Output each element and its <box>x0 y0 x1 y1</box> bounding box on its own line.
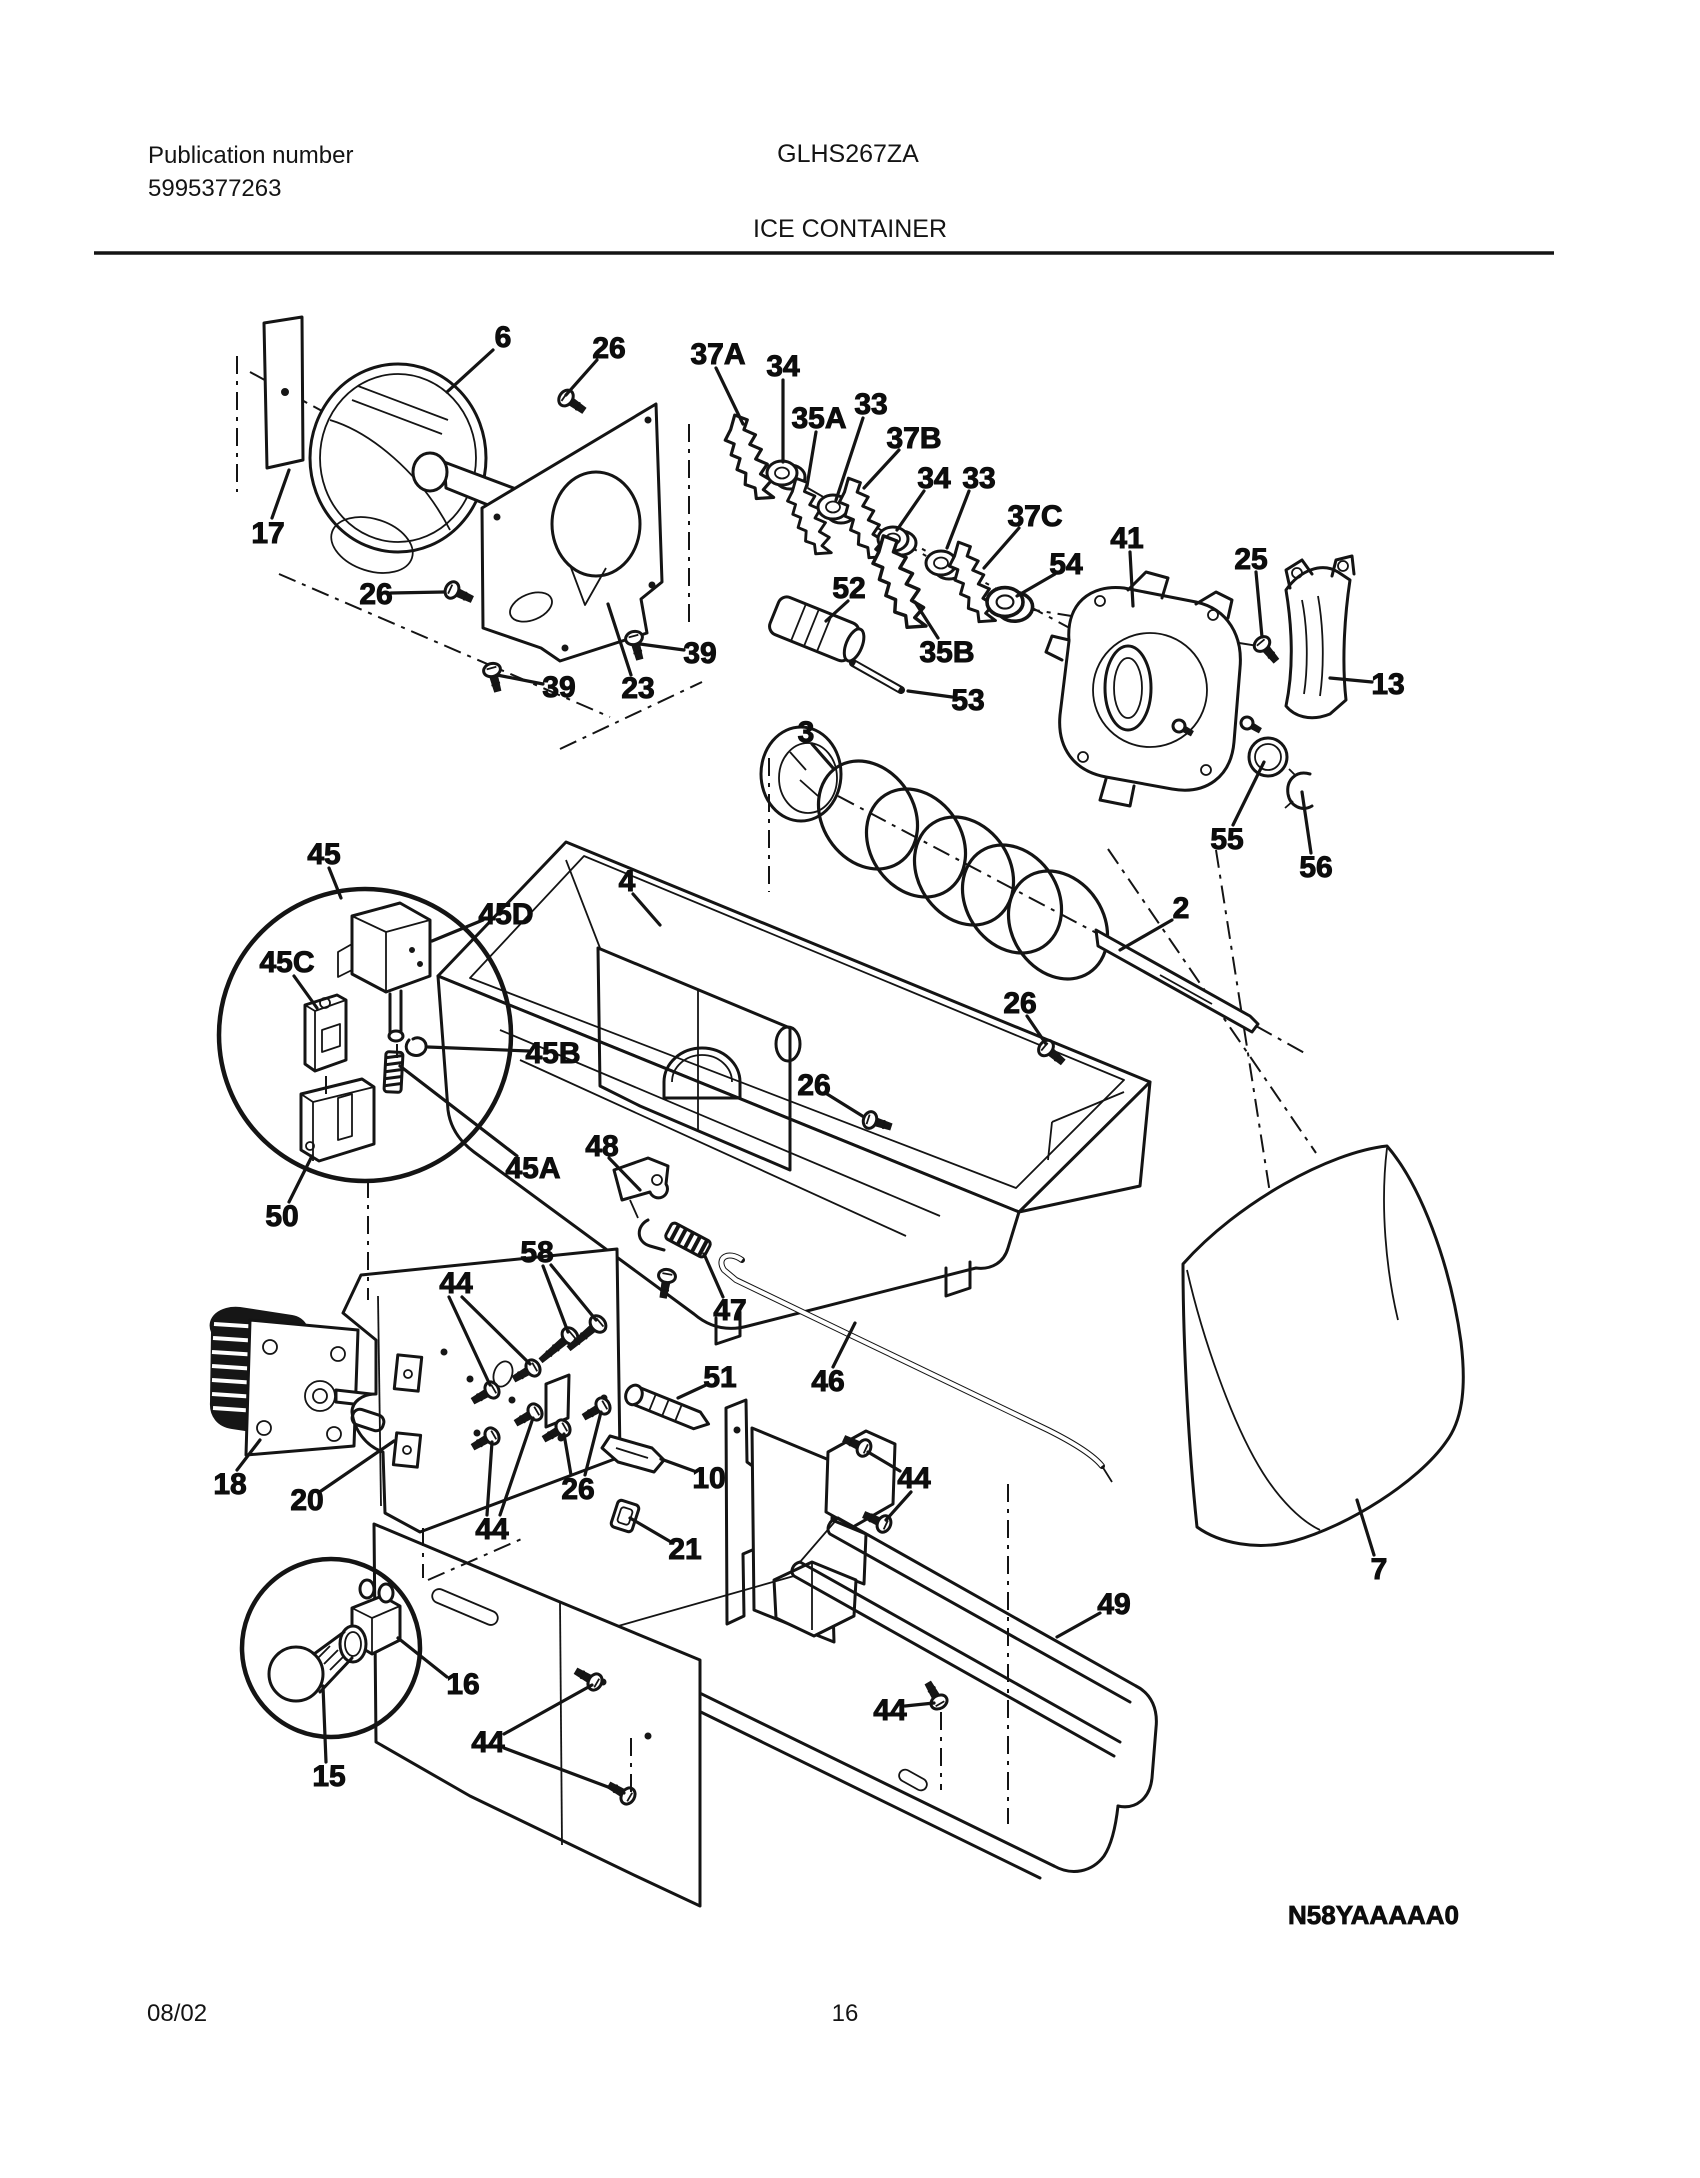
part-label-35A: 35A <box>791 402 847 435</box>
part-label-45D: 45D <box>478 898 534 931</box>
part-label-45B: 45B <box>525 1037 581 1070</box>
part-label-45: 45 <box>307 838 341 871</box>
part-label-37B: 37B <box>886 422 942 455</box>
part-label-16: 16 <box>446 1668 480 1701</box>
part-label-18: 18 <box>213 1468 247 1501</box>
part-label-17: 17 <box>251 517 285 550</box>
part-label-37A: 37A <box>690 338 746 371</box>
part-curved-bracket <box>1286 556 1354 718</box>
part-label-7: 7 <box>1370 1553 1388 1586</box>
part-label-48: 48 <box>585 1130 619 1163</box>
part-label-53: 53 <box>951 684 985 717</box>
part-label-37C: 37C <box>1007 500 1063 533</box>
part-label-39: 39 <box>542 671 576 704</box>
part-label-55: 55 <box>1210 823 1244 856</box>
part-label-35B: 35B <box>919 636 975 669</box>
part-label-20: 20 <box>290 1484 324 1517</box>
part-label-34: 34 <box>766 350 800 383</box>
part-o-ring <box>1249 738 1287 776</box>
model-number: GLHS267ZA <box>777 140 919 168</box>
part-label-56: 56 <box>1299 851 1333 884</box>
part-label-50: 50 <box>265 1200 299 1233</box>
part-label-26: 26 <box>592 332 626 365</box>
part-label-33: 33 <box>854 388 888 421</box>
part-label-33: 33 <box>962 462 996 495</box>
part-label-21: 21 <box>668 1533 702 1566</box>
part-label-47: 47 <box>713 1294 747 1327</box>
part-label-58: 58 <box>520 1236 554 1269</box>
section-title: ICE CONTAINER <box>753 215 947 243</box>
part-label-51: 51 <box>703 1361 737 1394</box>
part-label-10: 10 <box>692 1462 726 1495</box>
part-label-44: 44 <box>897 1462 931 1495</box>
part-label-26: 26 <box>561 1473 595 1506</box>
part-label-23: 23 <box>621 672 655 705</box>
part-label-39: 39 <box>683 637 717 670</box>
part-label-26: 26 <box>1003 987 1037 1020</box>
footer-date: 08/02 <box>147 2000 208 2027</box>
part-label-52: 52 <box>832 572 866 605</box>
part-label-45A: 45A <box>505 1152 561 1185</box>
part-label-44: 44 <box>475 1513 509 1546</box>
part-label-46: 46 <box>811 1365 845 1398</box>
part-label-44: 44 <box>471 1726 505 1759</box>
part-label-44: 44 <box>439 1267 473 1300</box>
part-label-34: 34 <box>917 462 951 495</box>
leader-line-26 <box>391 592 444 593</box>
drawing-number: N58YAAAAA0 <box>1288 1900 1459 1930</box>
publication-number: 5995377263 <box>148 175 282 202</box>
part-label-45C: 45C <box>259 946 315 979</box>
part-label-2: 2 <box>1172 892 1190 925</box>
part-label-15: 15 <box>312 1760 346 1793</box>
part-label-41: 41 <box>1110 522 1144 555</box>
part-label-13: 13 <box>1371 668 1405 701</box>
part-label-44: 44 <box>873 1694 907 1727</box>
part-shield-sheet <box>264 317 303 468</box>
part-label-26: 26 <box>359 578 393 611</box>
part-label-54: 54 <box>1049 548 1083 581</box>
footer-page-number: 16 <box>831 2000 859 2027</box>
part-label-6: 6 <box>494 321 512 354</box>
part-label-26: 26 <box>797 1069 831 1102</box>
part-label-4: 4 <box>618 865 636 898</box>
part-label-49: 49 <box>1097 1588 1131 1621</box>
publication-label: Publication number <box>148 142 354 169</box>
part-label-25: 25 <box>1234 543 1268 576</box>
part-label-3: 3 <box>797 716 815 749</box>
